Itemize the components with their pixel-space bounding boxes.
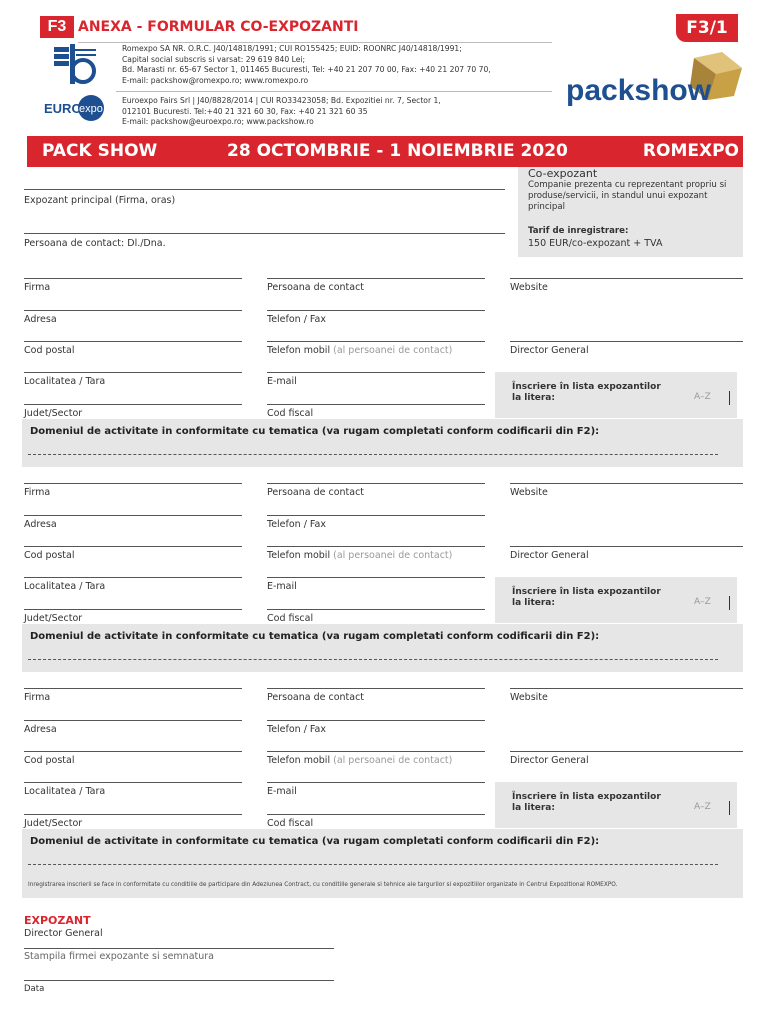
judet-label: Judet/Sector (24, 818, 83, 829)
coexpozant-section-2 (0, 483, 770, 688)
email-label: E-mail (267, 786, 297, 797)
romexpo-line: Bd. Marasti nr. 65-67 Sector 1, 011465 Bucuresti, Tel: +40 21 207 70 00, Fax: +40 21 207 70 70, (122, 65, 491, 75)
coexpozant-section-3 (0, 688, 770, 893)
director-line[interactable] (510, 341, 743, 342)
coexpozant-section-1 (0, 278, 770, 483)
telefon-mobil-note: (al persoanei de contact) (333, 550, 453, 561)
telefon-fax-label: Telefon / Fax (267, 519, 326, 530)
cod-fiscal-label: Cod fiscal (267, 408, 314, 419)
telefon-mobil-text: Telefon mobil (267, 550, 331, 561)
euroexpo-line: 012101 Bucuresti. Tel:+40 21 321 60 30, Fax: +40 21 321 60 35 (122, 106, 368, 116)
expozant-signature-title: EXPOZANT (24, 914, 91, 927)
event-name: PACK SHOW (42, 141, 158, 161)
letter-az-hint: A–Z (694, 597, 711, 607)
adresa-label: Adresa (24, 724, 57, 735)
email-line[interactable] (267, 782, 485, 783)
letter-input[interactable] (729, 596, 730, 610)
cod-postal-line[interactable] (24, 751, 242, 752)
domeniul-label: Domeniul de activitate in conformitate cu tematica (va rugam completati conform codificarii din F2): (30, 631, 600, 642)
website-line[interactable] (510, 688, 743, 689)
judet-line[interactable] (24, 814, 242, 815)
cod-postal-line[interactable] (24, 546, 242, 547)
page-code-badge: F3/1 (676, 14, 738, 42)
cod-postal-label: Cod postal (24, 345, 75, 356)
persoana-contact-label: Persoana de contact (267, 282, 365, 293)
website-label: Website (510, 692, 548, 703)
judet-line[interactable] (24, 609, 242, 610)
persoana-contact-line[interactable] (24, 233, 505, 234)
website-label: Website (510, 282, 548, 293)
expozant-principal-line[interactable] (24, 189, 505, 190)
coexpozant-title: Co-expozant (528, 167, 598, 180)
data-line[interactable] (24, 980, 334, 981)
judet-line[interactable] (24, 404, 242, 405)
telefon-fax-line[interactable] (267, 515, 485, 516)
letter-input[interactable] (729, 391, 730, 405)
telefon-mobil-note: (al persoanei de contact) (333, 345, 453, 356)
adresa-label: Adresa (24, 519, 57, 530)
persoana-contact-line[interactable] (267, 483, 485, 484)
event-dates: 28 OCTOMBRIE - 1 NOIEMBRIE 2020 (227, 141, 568, 161)
director-line[interactable] (510, 751, 743, 752)
inscriere-label (512, 792, 682, 814)
cod-postal-line[interactable] (24, 341, 242, 342)
director-label: Director General (510, 755, 589, 766)
form-title: ANEXA - FORMULAR CO-EXPOZANTI (78, 19, 359, 35)
inscriere-line2: la litera: (512, 598, 555, 608)
cod-fiscal-label: Cod fiscal (267, 818, 314, 829)
event-venue: ROMEXPO (642, 141, 739, 161)
email-line[interactable] (267, 372, 485, 373)
inscriere-line2: la litera: (512, 803, 555, 813)
email-label: E-mail (267, 376, 297, 387)
euroexpo-logo-expo: expo (79, 103, 103, 115)
telefon-mobil-text: Telefon mobil (267, 345, 331, 356)
cod-postal-label: Cod postal (24, 755, 75, 766)
euroexpo-line: E-mail: packshow@euroexpo.ro; www.packshow.ro (122, 117, 314, 127)
euroexpo-logo (44, 94, 108, 122)
localitatea-line[interactable] (24, 577, 242, 578)
adresa-line[interactable] (24, 720, 242, 721)
email-label: E-mail (267, 581, 297, 592)
firma-line[interactable] (24, 278, 242, 279)
firma-label: Firma (24, 692, 51, 703)
director-signature-line[interactable] (24, 948, 334, 949)
telefon-mobil-label (267, 755, 452, 766)
event-banner (27, 136, 743, 167)
firma-label: Firma (24, 282, 51, 293)
telefon-mobil-label (267, 345, 452, 356)
form-code-badge: F3 (40, 16, 74, 38)
inscriere-line2: la litera: (512, 393, 555, 403)
judet-label: Judet/Sector (24, 408, 83, 419)
cod-fiscal-line[interactable] (267, 609, 485, 610)
packshow-logo (566, 52, 742, 112)
telefon-fax-label: Telefon / Fax (267, 314, 326, 325)
inscriere-line1: Înscriere în lista expozantilor (512, 792, 661, 802)
cod-fiscal-label: Cod fiscal (267, 613, 314, 624)
inscriere-label (512, 587, 682, 609)
adresa-label: Adresa (24, 314, 57, 325)
telefon-mobil-note: (al persoanei de contact) (333, 755, 453, 766)
romexpo-line: Romexpo SA NR. O.R.C. J40/14818/1991; CUI RO155425; EUID: ROONRC J40/14818/1991; (122, 44, 462, 53)
cod-fiscal-line[interactable] (267, 404, 485, 405)
cod-postal-label: Cod postal (24, 550, 75, 561)
director-label: Director General (510, 345, 589, 356)
persoana-contact-label: Persoana de contact (267, 487, 365, 498)
telefon-mobil-line[interactable] (267, 546, 485, 547)
telefon-fax-line[interactable] (267, 720, 485, 721)
persoana-contact-line[interactable] (267, 278, 485, 279)
localitatea-line[interactable] (24, 372, 242, 373)
persoana-contact-label: Persoana de contact: Dl./Dna. (24, 238, 166, 249)
localitatea-label: Localitatea / Tara (24, 786, 106, 797)
cod-fiscal-line[interactable] (267, 814, 485, 815)
localitatea-label: Localitatea / Tara (24, 376, 106, 387)
telefon-fax-line[interactable] (267, 310, 485, 311)
romexpo-line: Capital social subscris si varsat: 29 619 840 Lei; (122, 54, 306, 64)
director-general-label: Director General (24, 928, 103, 939)
localitatea-line[interactable] (24, 782, 242, 783)
tarif-label: Tarif de inregistrare: (528, 226, 629, 236)
website-label: Website (510, 487, 548, 498)
website-line[interactable] (510, 483, 743, 484)
telefon-mobil-line[interactable] (267, 751, 485, 752)
romexpo-line: E-mail: packshow@romexpo.ro; www.romexpo.ro (122, 75, 309, 85)
romexpo-details (122, 44, 552, 86)
inscriere-label (512, 382, 682, 404)
letter-az-hint: A–Z (694, 392, 711, 402)
inscriere-line1: Înscriere în lista expozantilor (512, 587, 661, 597)
euroexpo-line: Euroexpo Fairs Srl | J40/8828/2014 | CUI RO33423058; Bd. Expozitiei nr. 7, Sector 1, (122, 96, 441, 105)
letter-az-hint: A–Z (694, 802, 711, 812)
terms-note: Inregistrarea inscrierii se face in conformitate cu conditiile de participare din Adeziunea Contract, cu conditiile generale si tehnice ale targurilor si expozitiilor organizate in Centrul Expozitional ROMEXPO. (28, 882, 618, 888)
domeniul-input-line[interactable] (28, 454, 718, 455)
tarif-value: 150 EUR/co-expozant + TVA (528, 238, 663, 249)
data-label: Data (24, 984, 45, 994)
judet-label: Judet/Sector (24, 613, 83, 624)
domeniul-label: Domeniul de activitate in conformitate cu tematica (va rugam completati conform codificarii din F2): (30, 836, 600, 847)
letter-input[interactable] (729, 801, 730, 815)
persoana-contact-line[interactable] (267, 688, 485, 689)
telefon-mobil-text: Telefon mobil (267, 755, 331, 766)
adresa-line[interactable] (24, 515, 242, 516)
adresa-line[interactable] (24, 310, 242, 311)
email-line[interactable] (267, 577, 485, 578)
firma-line[interactable] (24, 483, 242, 484)
website-line[interactable] (510, 278, 743, 279)
firma-label: Firma (24, 487, 51, 498)
firma-line[interactable] (24, 688, 242, 689)
telefon-mobil-line[interactable] (267, 341, 485, 342)
domeniul-input-line[interactable] (28, 659, 718, 660)
packshow-logo-text: packshow (566, 74, 712, 107)
localitatea-label: Localitatea / Tara (24, 581, 106, 592)
header-rule-mid (116, 91, 552, 92)
header-rule-top (78, 42, 552, 43)
romexpo-logo-icon (52, 44, 98, 84)
coexpozant-description: Companie prezenta cu reprezentant propriu si produse/servicii, in standul unui expozant principal (528, 180, 727, 212)
domeniul-input-line[interactable] (28, 864, 718, 865)
stampila-label: Stampila firmei expozante si semnatura (24, 951, 214, 962)
director-label: Director General (510, 550, 589, 561)
director-line[interactable] (510, 546, 743, 547)
domeniul-label: Domeniul de activitate in conformitate cu tematica (va rugam completati conform codificarii din F2): (30, 426, 600, 437)
inscriere-line1: Înscriere în lista expozantilor (512, 382, 661, 392)
euroexpo-logo-euro: EURO (44, 101, 82, 116)
telefon-fax-label: Telefon / Fax (267, 724, 326, 735)
expozant-principal-label: Expozant principal (Firma, oras) (24, 195, 176, 206)
euroexpo-details (122, 96, 552, 128)
persoana-contact-label: Persoana de contact (267, 692, 365, 703)
telefon-mobil-label (267, 550, 452, 561)
